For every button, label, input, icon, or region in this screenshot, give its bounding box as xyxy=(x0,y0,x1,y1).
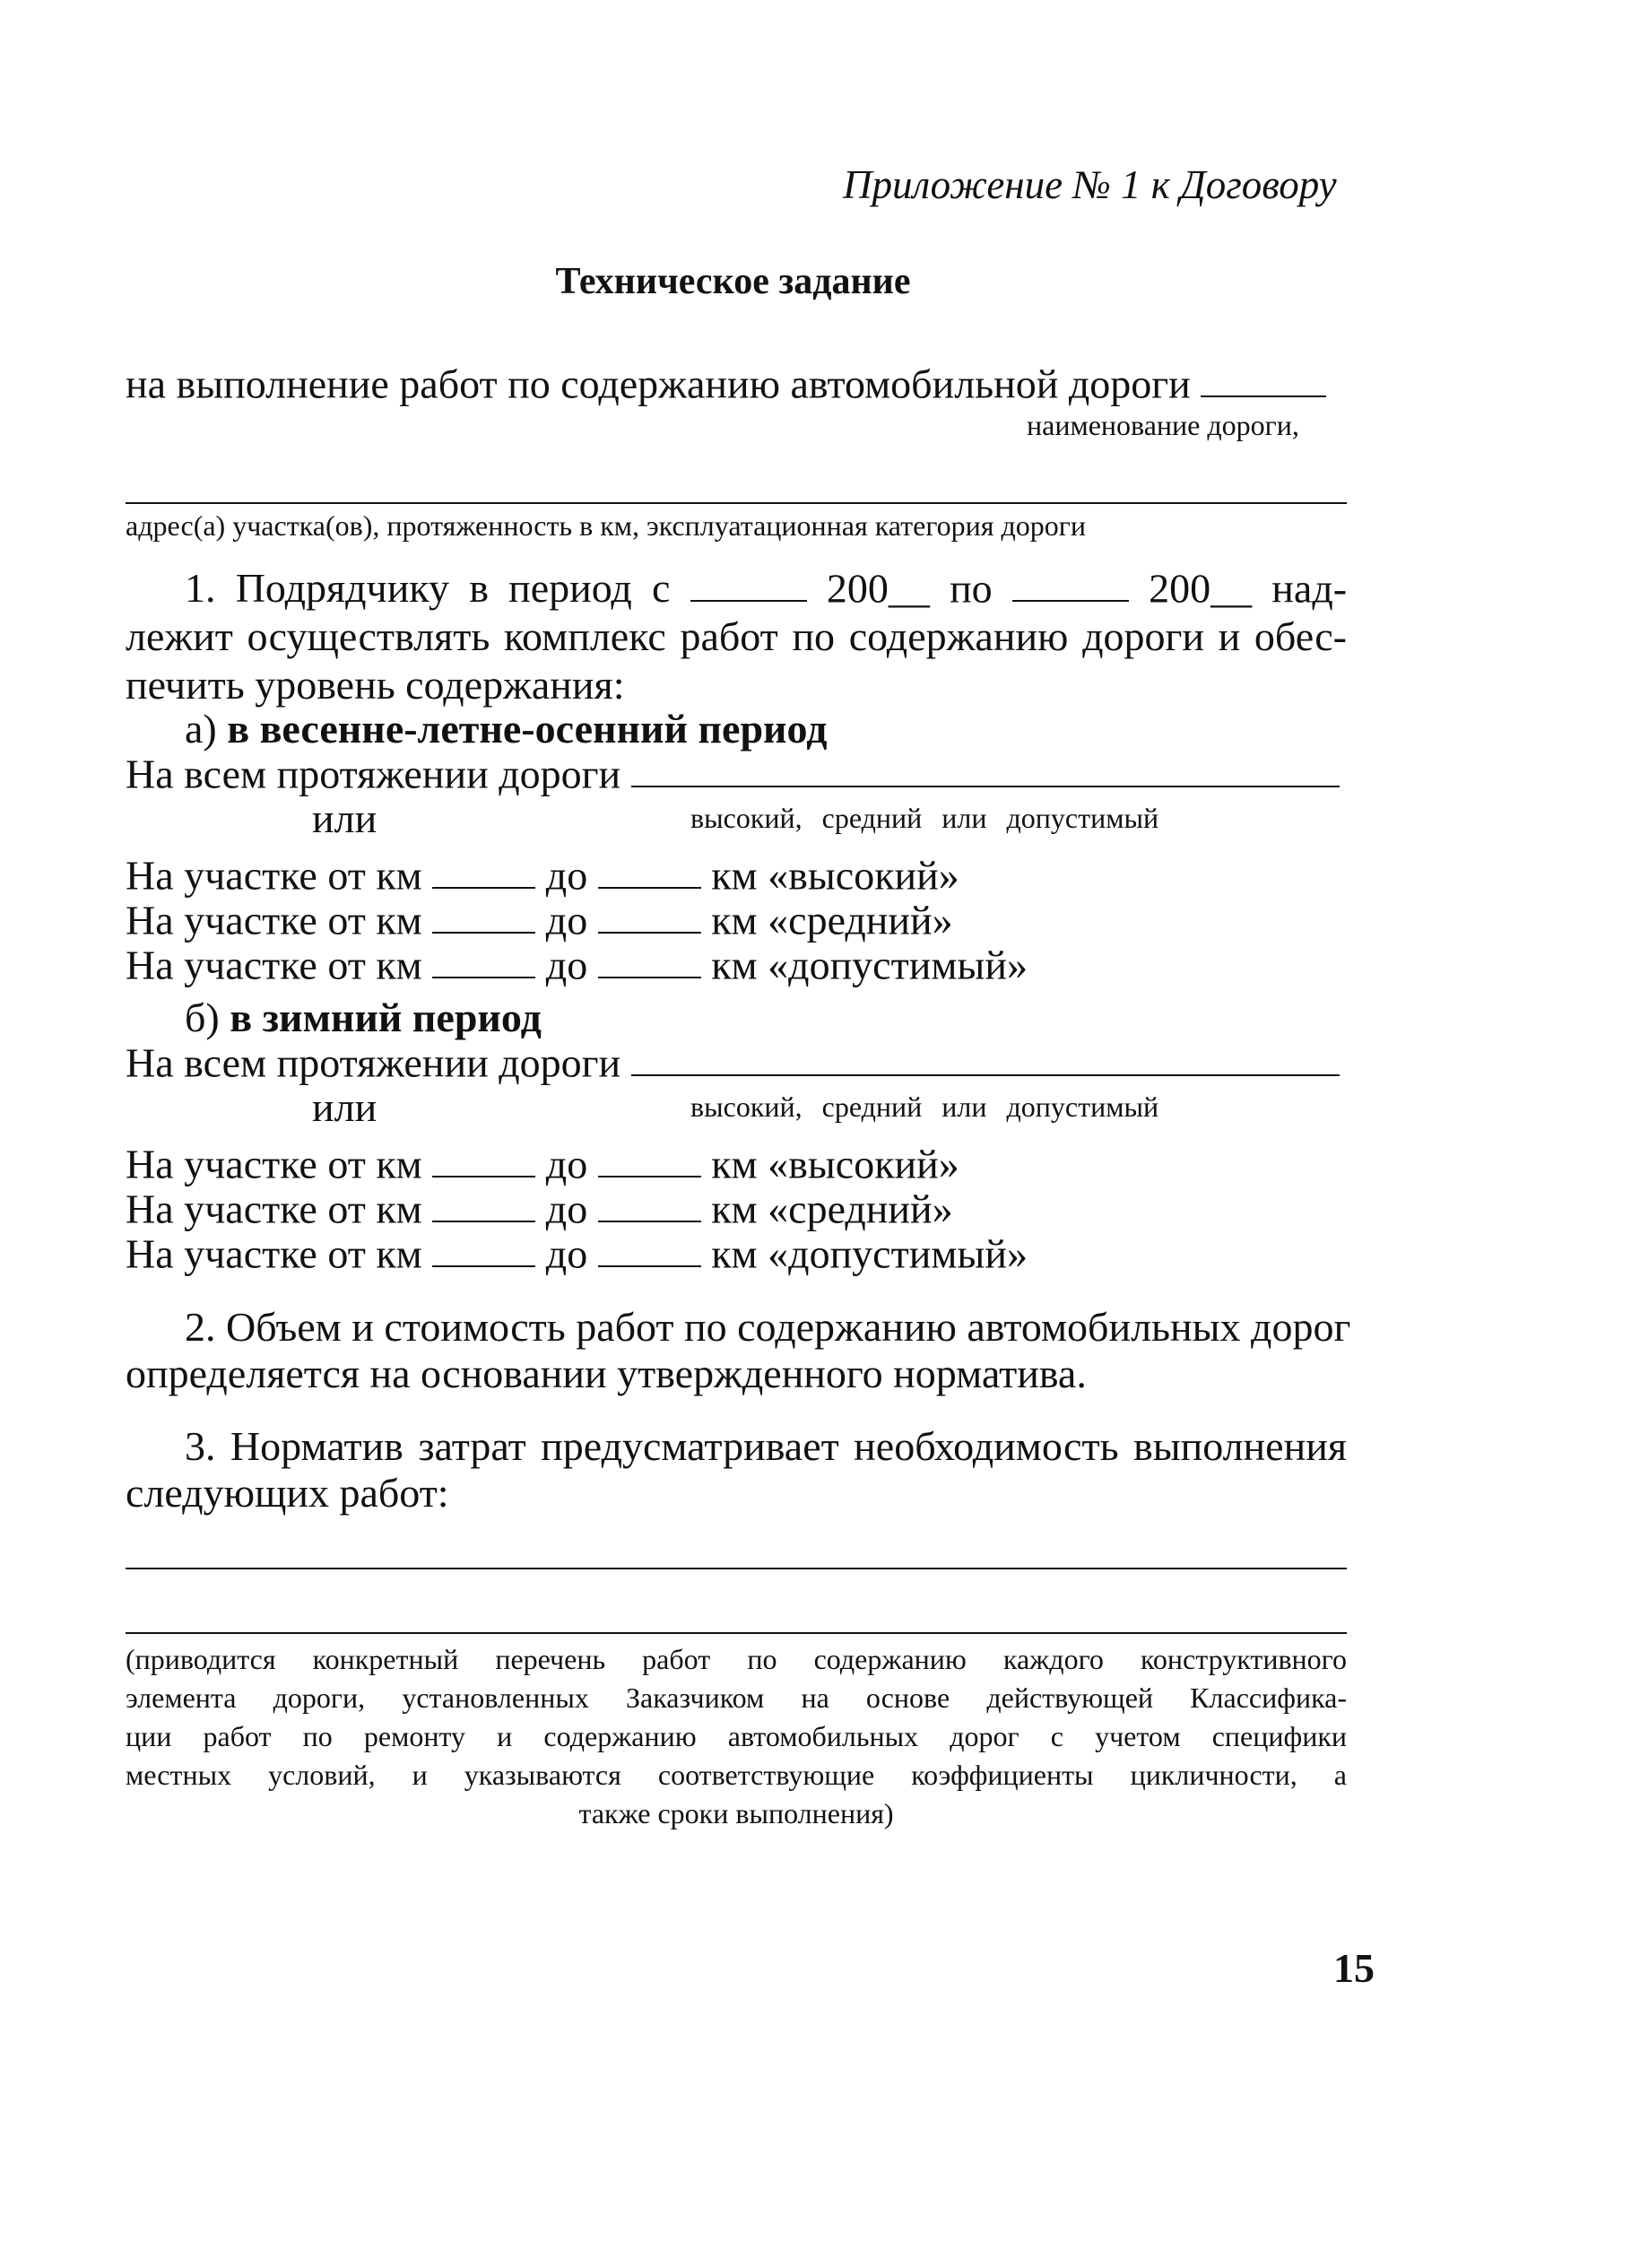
item1-line3: печить уровень содержания: xyxy=(126,662,625,708)
km-from-blank xyxy=(432,1184,535,1222)
section-level: км «высокий» xyxy=(711,1141,959,1187)
note-line-2: элемента дороги, установленных Заказчиком на основе действующей Классифика- xyxy=(126,1681,1347,1714)
note-line-4: местных условий, и указываются соответствующие коэффициенты цикличности, а xyxy=(126,1759,1347,1791)
km-from-blank xyxy=(432,940,535,978)
km-to-blank xyxy=(598,1184,701,1222)
document-title: Техническое задание xyxy=(555,261,911,302)
km-from-blank xyxy=(432,850,535,889)
item1-year1: 200__ xyxy=(826,565,930,612)
km-to-blank xyxy=(598,1139,701,1177)
item2-line2: определяется на основании утвержденного норматива. xyxy=(126,1351,1087,1396)
item1-line2: лежит осуществлять комплекс работ по содержанию дороги и обес- xyxy=(126,613,1347,659)
note-line-3: ции работ по ремонту и содержанию автомобильных дорог с учетом специфики xyxy=(126,1720,1347,1752)
note-line-1: (приводится конкретный перечень работ по содержанию каждого конструктивного xyxy=(126,1643,1347,1675)
period-b-label: в зимний период xyxy=(230,995,542,1040)
section-level: км «средний» xyxy=(711,897,953,943)
period-a-marker: а) xyxy=(185,706,217,752)
item3-line2: следующих работ: xyxy=(126,1470,449,1516)
period-b-section-2 xyxy=(126,1184,953,1233)
section-level: км «допустимый» xyxy=(711,942,1028,988)
page-number: 15 xyxy=(1333,1945,1375,1991)
item3-line1 xyxy=(126,1421,1347,1471)
address-caption: адрес(а) участка(ов), протяженность в км, эксплуатационная категория дороги xyxy=(126,509,1087,542)
period-b-or: или xyxy=(312,1084,377,1130)
period-b-marker: б) xyxy=(185,995,220,1040)
km-from-blank xyxy=(432,1139,535,1177)
section-start: На участке от км xyxy=(126,897,422,943)
period-a-levels-caption: высокий, средний или допустимый xyxy=(690,802,1159,834)
item2-line1 xyxy=(126,1302,1351,1351)
whole-road-text: На всем протяжении дороги xyxy=(126,1039,621,1086)
km-from-blank xyxy=(432,895,535,934)
section-to: до xyxy=(545,897,588,943)
section-start: На участке от км xyxy=(126,942,422,988)
item1-year2: 200__ xyxy=(1149,565,1253,612)
period-start-blank xyxy=(690,563,807,602)
period-a-section-3 xyxy=(126,940,1028,989)
period-b-section-1 xyxy=(126,1139,959,1188)
item1-line1 xyxy=(126,563,1347,613)
section-start: На участке от км xyxy=(126,1141,422,1187)
section-level: км «высокий» xyxy=(711,852,959,899)
works-line-1 xyxy=(126,1568,1347,1569)
note-line-5: также сроки выполнения) xyxy=(578,1797,894,1829)
section-start: На участке от км xyxy=(126,1186,422,1232)
address-line xyxy=(126,502,1347,504)
intro-text: на выполнение работ по содержанию автомобильной дороги xyxy=(126,361,1191,407)
section-to: до xyxy=(545,852,588,899)
period-a-label: в весенне-летне-осенний период xyxy=(227,706,828,752)
section-level: км «допустимый» xyxy=(711,1230,1028,1277)
period-a-whole-road xyxy=(126,749,1340,798)
section-start: На участке от км xyxy=(126,852,422,899)
whole-road-blank xyxy=(631,1038,1340,1076)
item1-mid: по xyxy=(950,565,993,612)
whole-road-blank xyxy=(631,749,1340,787)
item1-prefix: 1. Подрядчику в период с xyxy=(185,565,671,612)
period-a-section-2 xyxy=(126,895,953,944)
km-to-blank xyxy=(598,895,701,934)
period-a-or: или xyxy=(312,795,377,841)
period-end-blank xyxy=(1012,563,1129,602)
km-from-blank xyxy=(432,1229,535,1267)
period-b-levels-caption: высокий, средний или допустимый xyxy=(690,1091,1159,1123)
period-a-section-1 xyxy=(126,850,959,899)
period-a-heading xyxy=(185,704,827,753)
section-to: до xyxy=(545,1141,588,1187)
item1-suffix: над- xyxy=(1271,565,1348,612)
section-start: На участке от км xyxy=(126,1230,422,1277)
appendix-title: Приложение № 1 к Договору xyxy=(843,162,1337,207)
item3-text1: 3. Норматив затрат предусматривает необходимость выполнения xyxy=(185,1423,1347,1469)
km-to-blank xyxy=(598,940,701,978)
km-to-blank xyxy=(598,850,701,889)
works-line-2 xyxy=(126,1632,1347,1634)
section-to: до xyxy=(545,942,588,988)
road-name-caption: наименование дороги, xyxy=(1027,409,1299,441)
item2-text1: 2. Объем и стоимость работ по содержанию автомобильных дорог xyxy=(185,1304,1351,1350)
period-b-whole-road xyxy=(126,1038,1340,1087)
section-to: до xyxy=(545,1186,588,1232)
section-level: км «средний» xyxy=(711,1186,953,1232)
km-to-blank xyxy=(598,1229,701,1267)
section-to: до xyxy=(545,1230,588,1277)
road-name-blank xyxy=(1201,359,1326,397)
intro-line xyxy=(126,359,1326,408)
period-b-heading xyxy=(185,993,542,1042)
whole-road-text: На всем протяжении дороги xyxy=(126,751,621,797)
period-b-section-3 xyxy=(126,1229,1028,1278)
